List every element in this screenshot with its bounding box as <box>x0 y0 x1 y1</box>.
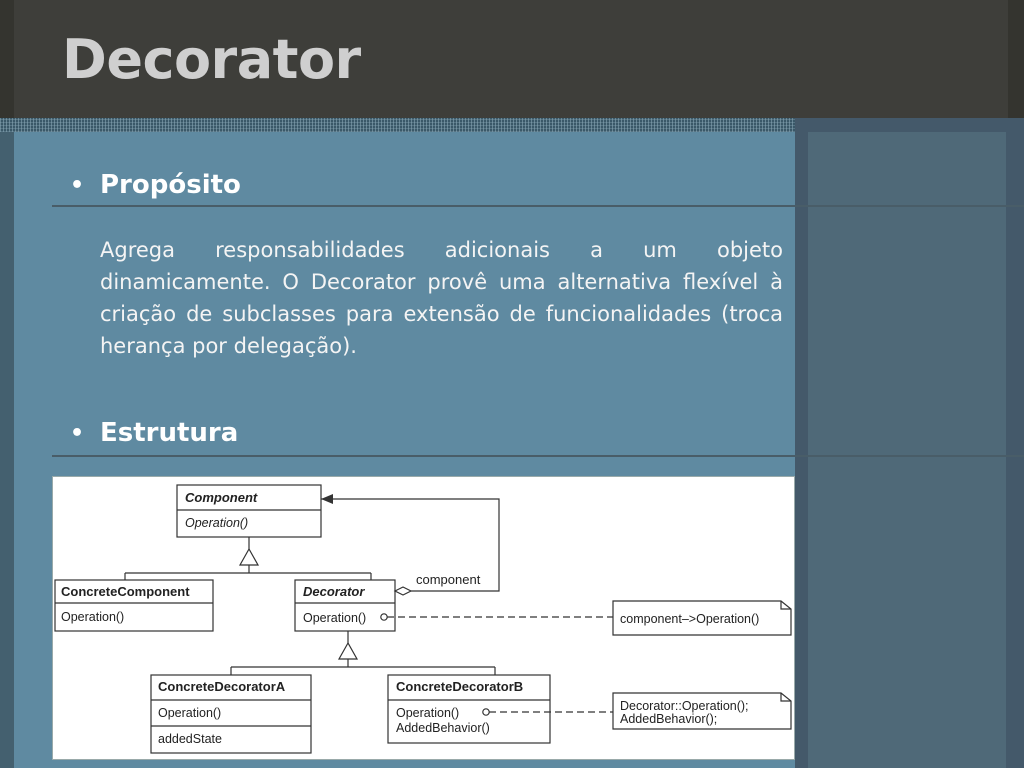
component-inherit-triangle <box>240 549 258 565</box>
concrete-decorator-a-operation: Operation() <box>158 706 222 720</box>
section-heading-estrutura: Estrutura <box>100 418 239 448</box>
slide-title: Decorator <box>62 28 361 91</box>
section-heading-proposito: Propósito <box>100 170 241 200</box>
right-panel-inner <box>808 132 1006 768</box>
concrete-decorator-a-name: ConcreteDecoratorA <box>158 679 286 694</box>
decorator-name: Decorator <box>303 584 365 599</box>
concrete-component-operation: Operation() <box>61 610 125 624</box>
note-anchor-circle <box>381 614 387 620</box>
association-label: component <box>416 572 481 587</box>
uml-diagram-svg <box>53 477 795 760</box>
concrete-decorator-b-name: ConcreteDecoratorB <box>396 679 524 694</box>
left-panel <box>0 132 14 768</box>
proposito-text: Agrega responsabilidades adicionais a um objeto dinamicamente. O Decorator provê uma alternativa flexível à criação de subclasses para extensão de funcionalidades (troca herança por delegação). <box>100 238 783 358</box>
note2-anchor-circle <box>483 709 489 715</box>
component-name: Component <box>185 490 258 505</box>
uml-diagram <box>52 476 795 760</box>
note2-line2: AddedBehavior(); <box>620 712 718 726</box>
title-bar <box>0 0 1024 118</box>
note-text: component–>Operation() <box>620 612 760 626</box>
component-operation: Operation() <box>185 516 249 530</box>
right-panel <box>795 118 1024 768</box>
bullet-proposito <box>70 170 241 200</box>
bullet-estrutura <box>70 418 238 448</box>
title-bar-right-edge <box>1008 0 1024 118</box>
decorator-operation: Operation() <box>303 611 367 625</box>
title-bar-left-edge <box>0 0 14 118</box>
concrete-component-name: ConcreteComponent <box>61 584 190 599</box>
aggregation-arrowhead <box>321 494 333 504</box>
decorator-inherit-triangle <box>339 643 357 659</box>
divider-estrutura <box>52 455 1024 457</box>
aggregation-diamond <box>395 587 411 595</box>
note2-line1: Decorator::Operation(); <box>620 699 749 713</box>
bullet-icon: • <box>70 172 85 198</box>
concrete-decorator-a-state: addedState <box>158 732 222 746</box>
concrete-decorator-b-operation: Operation() <box>396 706 460 720</box>
concrete-decorator-b-behavior: AddedBehavior() <box>396 721 490 735</box>
divider-proposito <box>52 205 1024 207</box>
bullet-icon: • <box>70 420 85 446</box>
